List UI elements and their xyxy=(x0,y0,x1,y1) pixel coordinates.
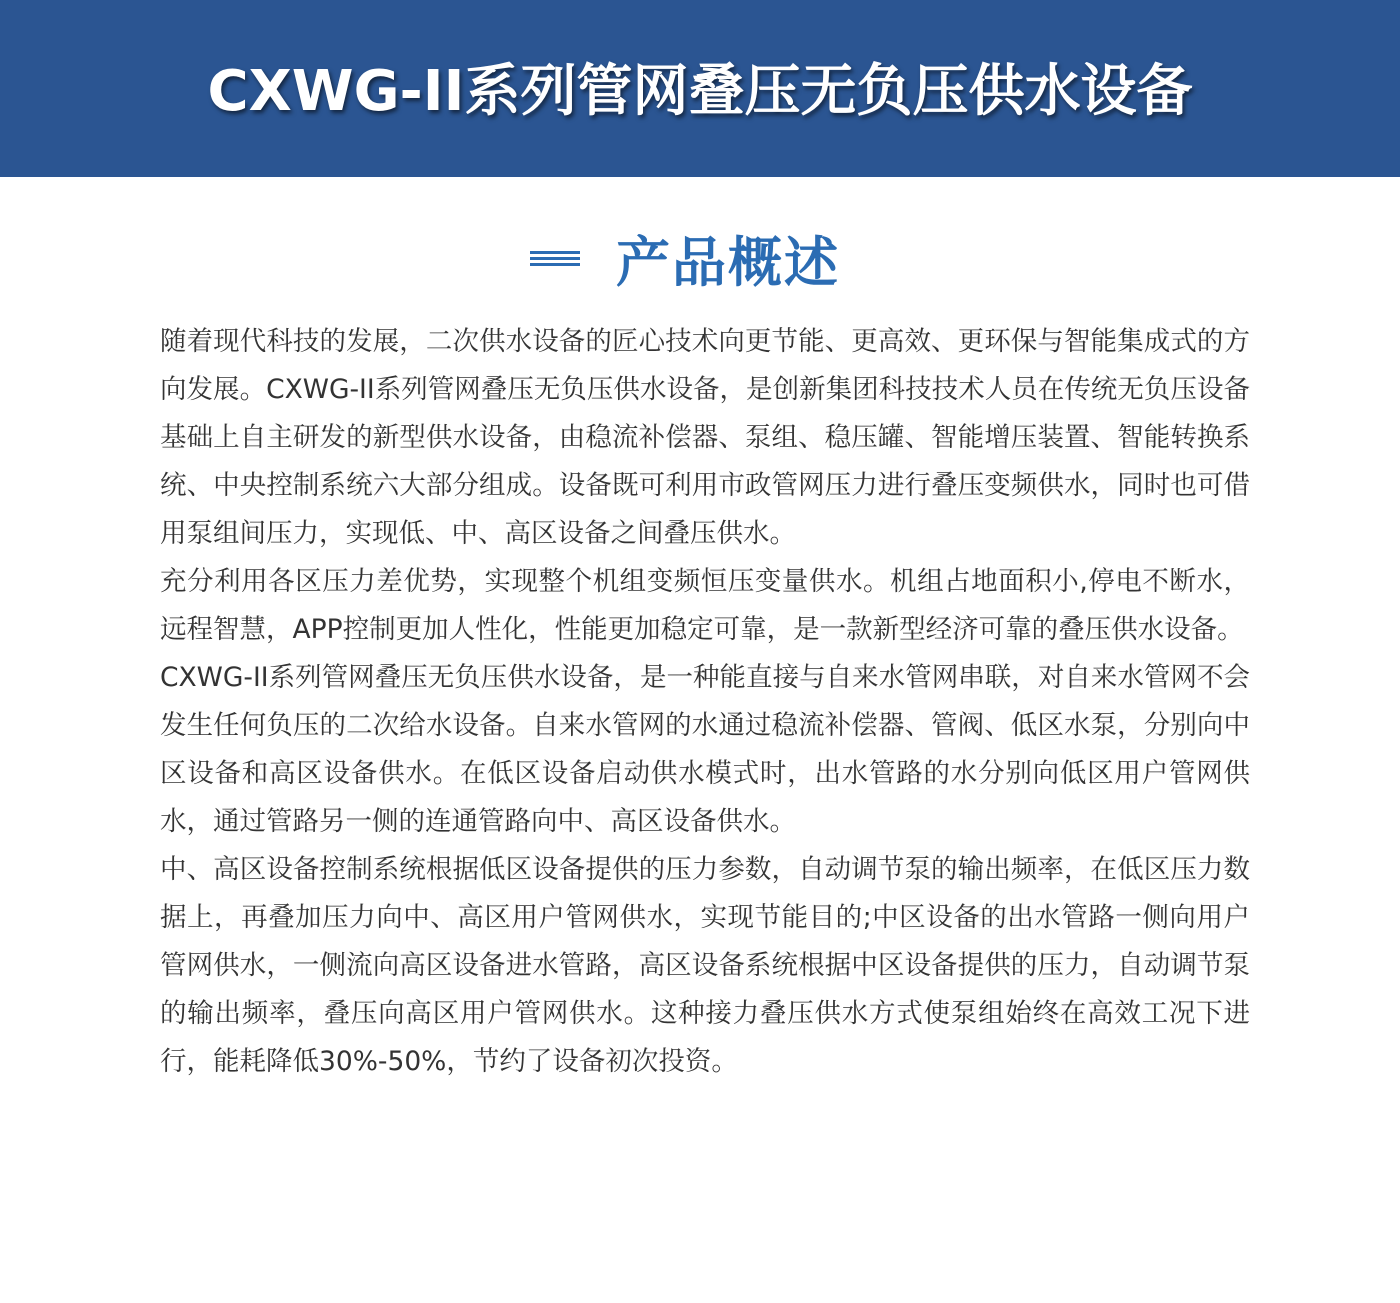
overview-text xyxy=(160,318,1250,1086)
section-heading xyxy=(0,218,1400,298)
paragraph: 随着现代科技的发展，二次供水设备的匠心技术向更节能、更高效、更环保与智能集成式的方向发展。CXWG-II系列管网叠压无负压供水设备，是创新集团科技技术人员在传统无负压设备基础上自主研发的新型供水设备，由稳流补偿器、泵组、稳压罐、智能增压装置、智能转换系统、中央控制系统六大部分组成。设备既可利用市政管网压力进行叠压变频供水，同时也可借用泵组间压力，实现低、中、高区设备之间叠压供水。 xyxy=(160,326,1250,549)
paragraph: 中、高区设备控制系统根据低区设备提供的压力参数，自动调节泵的输出频率，在低区压力数据上，再叠加压力向中、高区用户管网供水，实现节能目的;中区设备的出水管路一侧向用户管网供水，一侧流向高区设备进水管路，高区设备系统根据中区设备提供的压力，自动调节泵的输出频率，叠压向高区用户管网供水。这种接力叠压供水方式使泵组始终在高效工况下进行，能耗降低30%-50%，节约了设备初次投资。 xyxy=(160,854,1250,1077)
paragraph: CXWG-II系列管网叠压无负压供水设备，是一种能直接与自来水管网串联，对自来水管网不会发生任何负压的二次给水设备。自来水管网的水通过稳流补偿器、管阀、低区水泵，分别向中区设备和高区设备供水。在低区设备启动供水模式时，出水管路的水分别向低区用户管网供水，通过管路另一侧的连通管路向中、高区设备供水。 xyxy=(160,662,1250,837)
paragraph: 充分利用各区压力差优势，实现整个机组变频恒压变量供水。机组占地面积小,停电不断水，远程智慧，APP控制更加人性化，性能更加稳定可靠，是一款新型经济可靠的叠压供水设备。 xyxy=(160,566,1250,645)
page-title: CXWG-II系列管网叠压无负压供水设备 xyxy=(207,58,1193,124)
title-banner xyxy=(0,0,1400,177)
section-title: 产品概述 xyxy=(616,230,840,294)
lines-icon xyxy=(530,249,580,267)
